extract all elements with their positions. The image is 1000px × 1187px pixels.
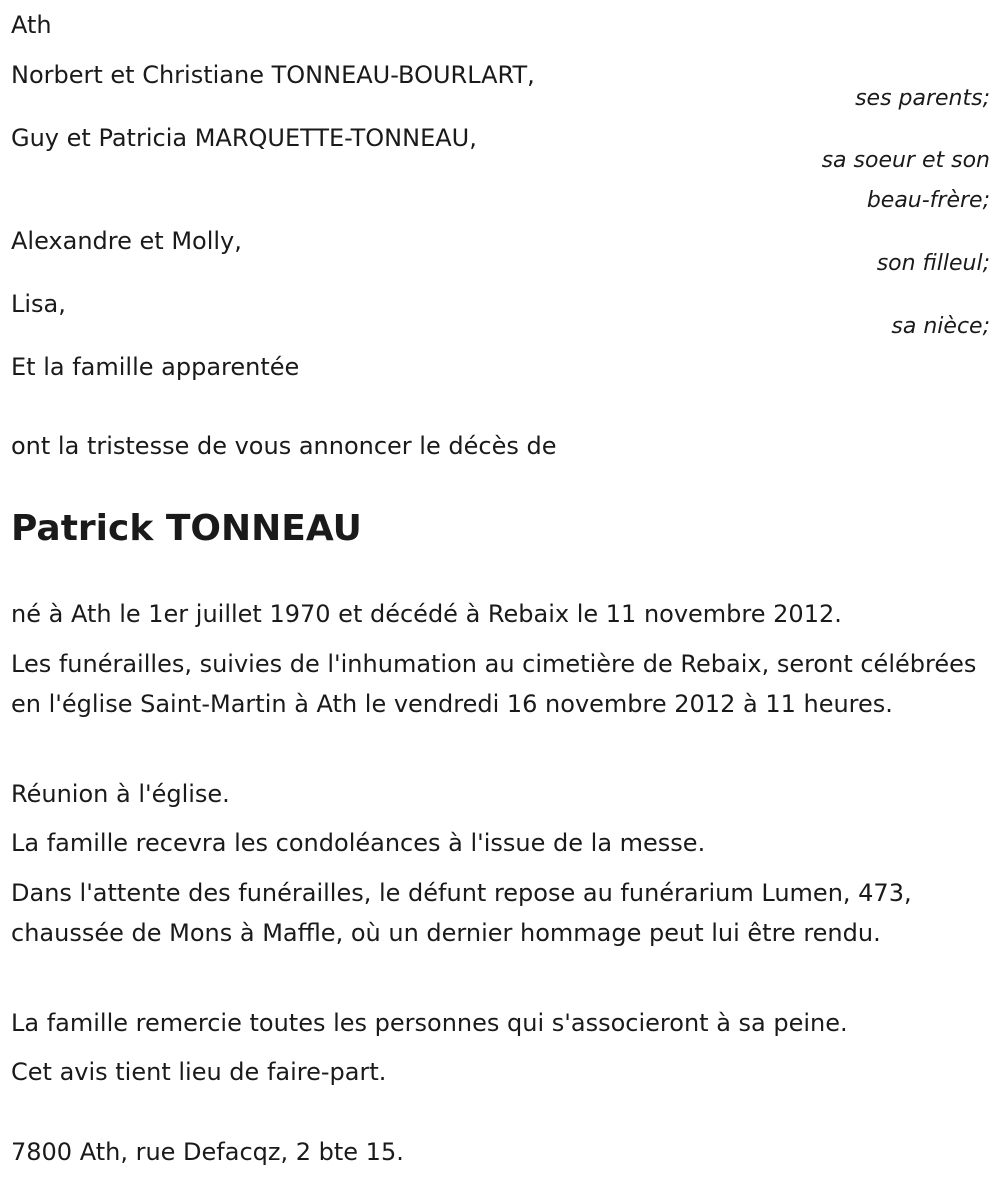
funeral-details: Les funérailles, suivies de l'inhumation au cimetière de Rebaix, seront célébrées en l'église Saint-Martin à Ath le vendredi 16 novembre 2012 à 11 heures. [11, 650, 977, 718]
family-address: 7800 Ath, rue Defacqz, 2 bte 15. [11, 1138, 404, 1166]
thanks-message: La famille remercie toutes les personnes qui s'associeront à sa peine. [11, 1009, 848, 1037]
family-role-sister-line1: sa soeur et son [821, 148, 990, 173]
family-member-niece: Lisa, [11, 290, 66, 318]
family-member-godson: Alexandre et Molly, [11, 227, 242, 255]
family-role-sister-line2: beau-frère; [866, 188, 990, 213]
meeting-place: Réunion à l'église. [11, 780, 230, 808]
family-role-godson: son filleul; [876, 251, 990, 276]
notice-text: Cet avis tient lieu de faire-part. [11, 1058, 387, 1086]
family-extended: Et la famille apparentée [11, 353, 300, 381]
family-member-sister: Guy et Patricia MARQUETTE-TONNEAU, [11, 124, 477, 152]
announcement: ont la tristesse de vous annoncer le décès de [11, 432, 557, 460]
family-role-niece: sa nièce; [891, 314, 990, 339]
birth-death-dates: né à Ath le 1er juillet 1970 et décédé à Rebaix le 11 novembre 2012. [11, 600, 842, 628]
deceased-name: Patrick TONNEAU [11, 508, 362, 549]
funerarium-info: Dans l'attente des funérailles, le défunt repose au funérarium Lumen, 473, chaussée de Mons à Maffle, où un dernier hommage peut lui être rendu. [11, 879, 912, 947]
family-member-parents: Norbert et Christiane TONNEAU-BOURLART, [11, 61, 535, 89]
family-role-parents: ses parents; [855, 86, 990, 111]
condolences-info: La famille recevra les condoléances à l'issue de la messe. [11, 829, 706, 857]
location: Ath [11, 11, 52, 39]
